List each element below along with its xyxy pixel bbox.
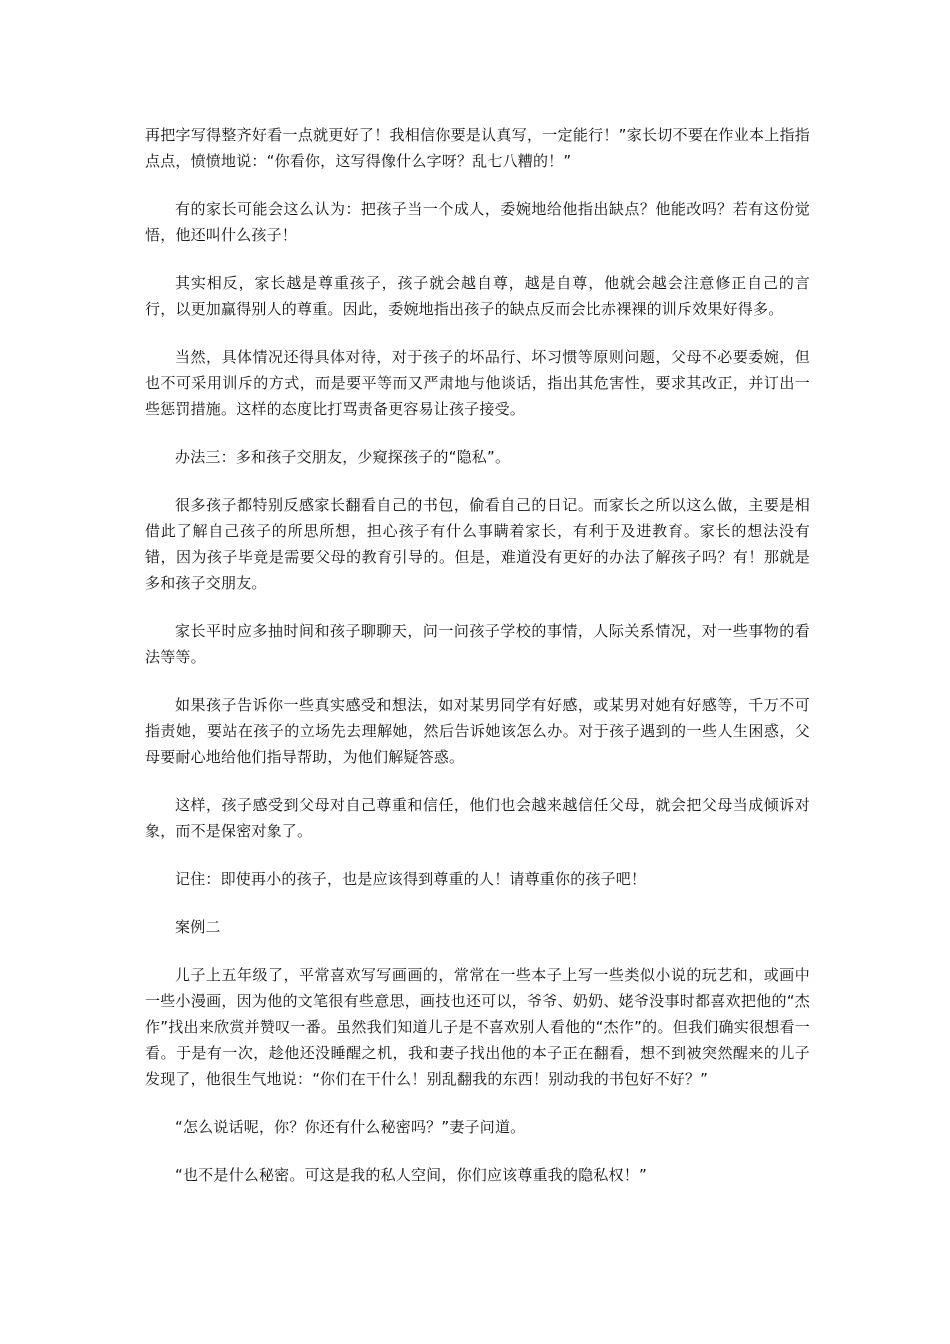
section-heading: 案例二 xyxy=(175,918,221,936)
paragraph: “怎么说话呢，你？你还有什么秘密吗？”妻子问道。 xyxy=(175,1118,526,1136)
paragraph: 儿子上五年级了，平常喜欢写写画画的，常常在一些本子上写一些类似小说的玩艺和，或画中一些小漫画，因为他的文笔很有些意思，画技也还可以，爷爷、奶奶、姥爷没事时都喜欢把他的“杰作”找出来欣赏并赞叹一番。虽然我们知道儿子是不喜欢别人看他的“杰作”的。但我们确实很想看一看。于是有一次，趁他还没睡醒之机，我和妻子找出他的本子正在翻看，想不到被突然醒来的儿子发现了，他很生气地说：“你们在干什么！别乱翻我的东西！别动我的书包好不好？” xyxy=(145,966,810,1088)
paragraph: 这样，孩子感受到父母对自己尊重和信任，他们也会越来越信任父母，就会把父母当成倾诉对象，而不是保密对象了。 xyxy=(145,796,810,840)
paragraph: 家长平时应多抽时间和孩子聊聊天，问一问孩子学校的事情，人际关系情况，对一些事物的看法等等。 xyxy=(145,622,810,666)
paragraph: 当然，具体情况还得具体对待，对于孩子的坏品行、坏习惯等原则问题，父母不必要委婉，但也不可采用训斥的方式，而是要平等而又严肃地与他谈话，指出其危害性，要求其改正，并订出一些惩罚措施。这样的态度比打骂责备更容易让孩子接受。 xyxy=(145,348,810,418)
paragraph: “也不是什么秘密。可这是我的私人空间，你们应该尊重我的隐私权！” xyxy=(175,1166,647,1184)
paragraph: 记住：即使再小的孩子，也是应该得到尊重的人！请尊重你的孩子吧！ xyxy=(175,870,647,888)
document-body xyxy=(145,122,810,1210)
paragraph: 很多孩子都特别反感家长翻看自己的书包，偷看自己的日记。而家长之所以这么做，主要是相借此了解自己孩子的所思所想，担心孩子有什么事瞒着家长，有利于及进教育。家长的想法没有错，因为孩子毕竟是需要父母的教育引导的。但是，难道没有更好的办法了解孩子吗？有！那就是多和孩子交朋友。 xyxy=(145,496,810,592)
paragraph: 其实相反，家长越是尊重孩子，孩子就会越自尊，越是自尊，他就会越会注意修正自己的言行，以更加赢得别人的尊重。因此，委婉地指出孩子的缺点反而会比赤裸裸的训斥效果好得多。 xyxy=(145,274,810,318)
section-heading: 办法三：多和孩子交朋友，少窥探孩子的“隐私”。 xyxy=(175,448,511,466)
paragraph: 如果孩子告诉你一些真实感受和想法，如对某男同学有好感，或某男对她有好感等，千万不可指责她，要站在孩子的立场先去理解她，然后告诉她该怎么办。对于孩子遇到的一些人生困惑，父母要耐心地给他们指导帮助，为他们解疑答惑。 xyxy=(145,696,810,766)
paragraph: 有的家长可能会这么认为：把孩子当一个成人，委婉地给他指出缺点？他能改吗？若有这份觉悟，他还叫什么孩子！ xyxy=(145,200,810,244)
paragraph: 再把字写得整齐好看一点就更好了！我相信你要是认真写，一定能行！”家长切不要在作业本上指指点点，愤愤地说：“你看你，这写得像什么字呀？乱七八糟的！” xyxy=(145,126,810,170)
